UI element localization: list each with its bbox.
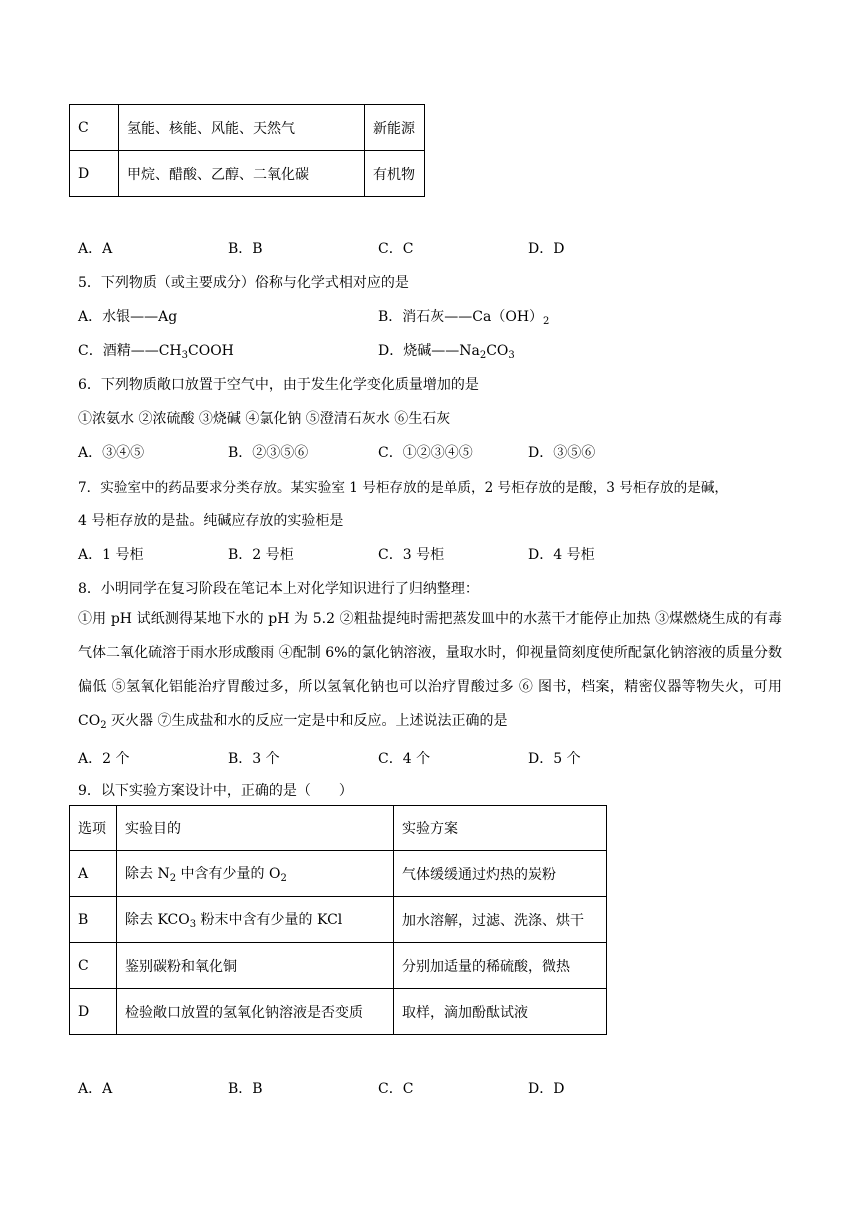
q7-option-c[interactable]: C．3 号柜 [378, 547, 445, 563]
q4-option-b[interactable]: B．B [228, 241, 263, 257]
q5-option-d[interactable]: D．烧碱$——Na_2CO_3$ [378, 343, 515, 361]
classification-table [69, 104, 425, 197]
row-purpose: 除去 $KCO_3$ 粉末中含有少量的 KCl [117, 897, 394, 943]
row-label: C [70, 943, 117, 989]
row-plan: 取样，滴加酚酞试液 [394, 989, 607, 1035]
table-header-row [70, 806, 607, 851]
row-items: 甲烷、醋酸、乙醇、二氧化碳 [119, 151, 365, 197]
q8-body: ①用 pH 试纸测得某地下水的 pH 为 5.2 ②粗盐提纯时需把蒸发皿中的水蒸干才能停止加热 ③煤燃烧生成的有毒气体二氧化硫溶于雨水形成酸雨 ④配制 6%的氯化钠溶液，量取水时，仰视量筒刻度使所配氯化钠溶液的质量分数偏低 ⑤氢氧化铝能治疗胃酸过多，所以氢氧化钠也可以治疗胃酸过多 ⑥ 图书，档案，精密仪器等物失火，可用 $CO_2$ 灭火器 ⑦生成盐和水的反应一定是中和反应。上述说法正确的是 [78, 611, 782, 731]
q8-option-b[interactable]: B．3 个 [228, 751, 280, 767]
q6-list: ①浓氨水 ②浓硫酸 ③烧碱 ④氯化钠 ⑤澄清石灰水 ⑥生石灰 [78, 411, 451, 427]
q6-option-b[interactable]: B．②③⑤⑥ [228, 445, 309, 461]
header-plan: 实验方案 [394, 806, 607, 851]
q7-stem-line2: 4 号柜存放的是盐。纯碱应存放的实验柜是 [78, 513, 344, 529]
q5-stem: 5．下列物质（或主要成分）俗称与化学式相对应的是 [78, 275, 409, 291]
row-items: 氢能、核能、风能、天然气 [119, 105, 365, 151]
row-label: B [70, 897, 117, 943]
q8-option-d[interactable]: D．5 个 [528, 751, 581, 767]
q5-option-c[interactable]: C．酒精$——CH_3COOH$ [78, 343, 234, 361]
q6-option-a[interactable]: A．③④⑤ [78, 445, 145, 461]
row-label: D [70, 989, 117, 1035]
q8-stem: 8．小明同学在复习阶段在笔记本上对化学知识进行了归纳整理： [78, 581, 479, 597]
q5-option-b[interactable]: B．消石灰$——Ca(OH)_2$ [378, 309, 550, 327]
row-plan: 气体缓缓通过灼热的炭粉 [394, 851, 607, 897]
row-purpose: 检验敞口放置的氢氧化钠溶液是否变质 [117, 989, 394, 1035]
q7-option-d[interactable]: D．4 号柜 [528, 547, 595, 563]
q8-option-c[interactable]: C．4 个 [378, 751, 431, 767]
q6-stem: 6．下列物质敞口放置于空气中，由于发生化学变化质量增加的是 [78, 377, 479, 393]
row-purpose: 鉴别碳粉和氧化铜 [117, 943, 394, 989]
q6-option-c[interactable]: C．①②③④⑤ [378, 445, 473, 461]
q4-option-a[interactable]: A．A [78, 241, 113, 257]
q9-stem: 9．以下实验方案设计中，正确的是（ ） [78, 783, 353, 799]
q9-option-b[interactable]: B．B [228, 1081, 263, 1097]
q4-option-d[interactable]: D．D [528, 241, 565, 257]
row-category: 新能源 [365, 105, 425, 151]
q4-option-c[interactable]: C．C [378, 241, 414, 257]
header-purpose: 实验目的 [117, 806, 394, 851]
row-label: D [70, 151, 119, 197]
q6-option-d[interactable]: D．③⑤⑥ [528, 445, 596, 461]
table-row [70, 897, 607, 943]
q5-option-a[interactable]: A．水银——Ag [78, 309, 178, 325]
q8-option-a[interactable]: A．2 个 [78, 751, 130, 767]
header-option: 选项 [70, 806, 117, 851]
row-label: C [70, 105, 119, 151]
q9-option-c[interactable]: C．C [378, 1081, 414, 1097]
row-plan: 加水溶解，过滤、洗涤、烘干 [394, 897, 607, 943]
q7-option-a[interactable]: A．1 号柜 [78, 547, 144, 563]
table-row [70, 151, 425, 197]
experiment-table [69, 805, 607, 1035]
row-category: 有机物 [365, 151, 425, 197]
row-plan: 分别加适量的稀硫酸，微热 [394, 943, 607, 989]
q7-option-b[interactable]: B．2 号柜 [228, 547, 294, 563]
table-row [70, 851, 607, 897]
table-row [70, 105, 425, 151]
row-purpose: 除去 $N_2$ 中含有少量的 $O_2$ [117, 851, 394, 897]
row-label: A [70, 851, 117, 897]
table-row [70, 943, 607, 989]
q9-option-a[interactable]: A．A [78, 1081, 113, 1097]
table-row [70, 989, 607, 1035]
q9-option-d[interactable]: D．D [528, 1081, 565, 1097]
q7-stem-line1: 7．实验室中的药品要求分类存放。某实验室 1 号柜存放的是单质，2 号柜存放的是酸，3 号柜存放的是碱， [78, 480, 729, 496]
